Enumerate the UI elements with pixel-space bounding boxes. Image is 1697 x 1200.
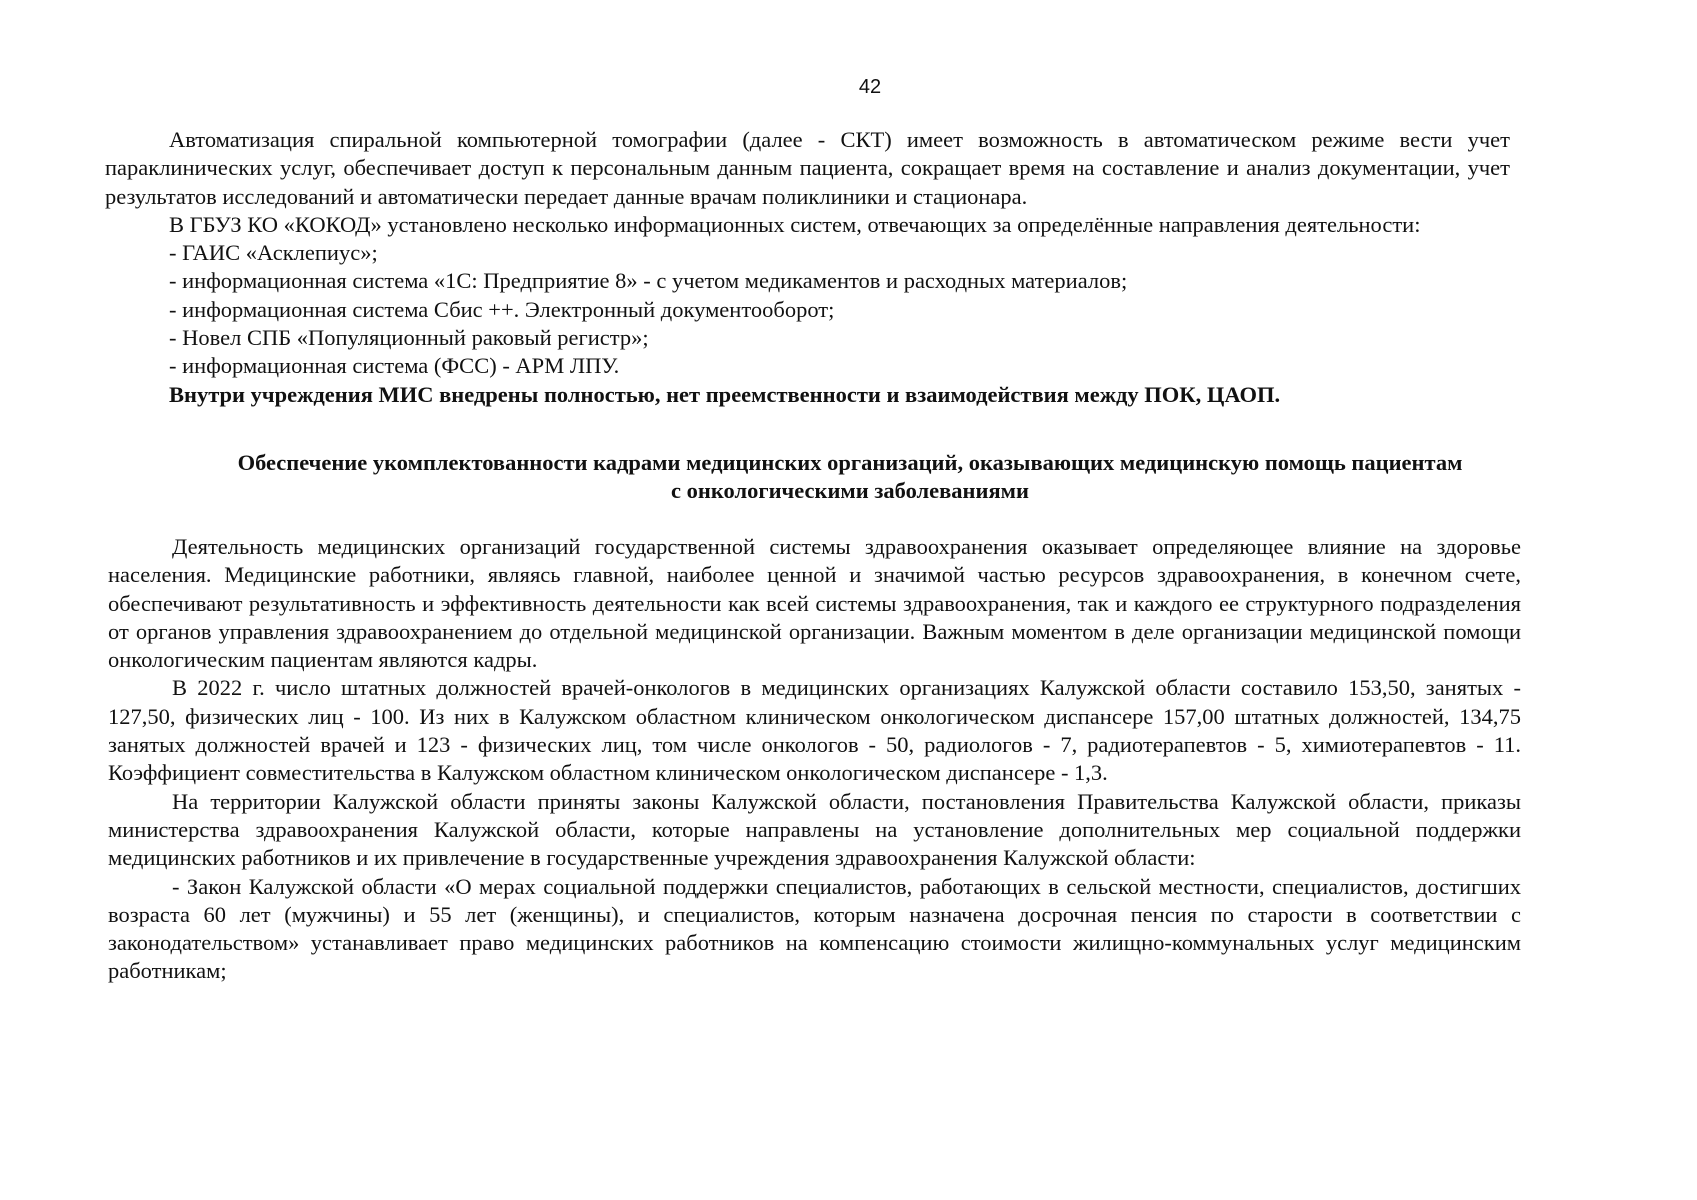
paragraph-regional-laws: На территории Калужской области приняты законы Калужской области, постановления Правительства Калужской области, приказы министерства здравоохранения Калужской области, которые направлены на установление дополнительных мер социальной поддержки медицинских работников и их привлечение в государственные учреждения здравоохранения Калужской области: <box>108 788 1521 871</box>
paragraph-law-social-support: - Закон Калужской области «О мерах социальной поддержки специалистов, работающих в сельской местности, специалистов, достигших возраста 60 лет (мужчины) и 55 лет (женщины), и специалистов, которым назначена досрочная пенсия по старости в соответствии с законодательством» устанавливает право медицинских работников на компенсацию стоимости жилищно-коммунальных услуг медицинским работникам; <box>108 873 1521 984</box>
section-heading <box>160 449 1540 506</box>
paragraph-staffing-numbers: В 2022 г. число штатных должностей врачей-онкологов в медицинских организациях Калужской области составило 153,50, занятых - 127,50, физических лиц - 100. Из них в Калужском областном клиническом онкологическом диспансере 157,00 штатных должностей, 134,75 занятых должностей врачей и 123 - физических лиц, том числе онкологов - 50, радиологов - 7, радиотерапевтов - 5, химиотерапевтов - 11. Коэффициент совместительства в Калужском областном клиническом онкологическом диспансере - 1,3. <box>108 675 1521 786</box>
section-information-systems <box>105 126 1510 409</box>
section-heading-line: Обеспечение укомплектованности кадрами медицинских организаций, оказывающих медицинскую помощь пациентам <box>237 450 1463 475</box>
paragraph-information-systems: В ГБУЗ КО «КОКОД» установлено несколько информационных систем, отвечающих за определённые направления деятельности: <box>169 211 1421 237</box>
bold-statement: Внутри учреждения МИС внедрены полностью, нет преемственности и взаимодействия между ПОК, ЦАОП. <box>169 381 1281 407</box>
list-item: - Новел СПБ «Популяционный раковый регистр»; <box>169 325 649 351</box>
paragraph-ckt-automation: Автоматизация спиральной компьютерной томографии (далее - СКТ) имеет возможность в автоматическом режиме вести учет параклинических услуг, обеспечивает доступ к персональным данным пациента, сокращает время на составление и анализ документации, учет результатов исследований и автоматически передает данные врачам поликлиники и стационара. <box>105 127 1510 209</box>
list-item: - информационная система Сбис ++. Электронный документооборот; <box>169 296 835 322</box>
list-item: - ГАИС «Асклепиус»; <box>169 240 378 266</box>
list-item: - информационная система «1С: Предприятие 8» - с учетом медикаментов и расходных материалов; <box>169 268 1128 294</box>
section-heading-line: с онкологическими заболеваниями <box>671 478 1029 504</box>
paragraph-staffing-importance: Деятельность медицинских организаций государственной системы здравоохранения оказывает определяющее влияние на здоровье населения. Медицинские работники, являясь главной, наиболее ценной и значимой частью ресурсов здравоохранения, в конечном счете, обеспечивают результативность и эффективность деятельности как всей системы здравоохранения, так и каждого ее структурного подразделения от органов управления здравоохранением до отдельной медицинской организации. Важным моментом в деле организации медицинской помощи онкологическим пациентам являются кадры. <box>108 534 1521 673</box>
section-staffing <box>108 533 1521 986</box>
list-item: - информационная система (ФСС) - АРМ ЛПУ. <box>169 353 620 379</box>
page-number: 42 <box>858 76 882 98</box>
